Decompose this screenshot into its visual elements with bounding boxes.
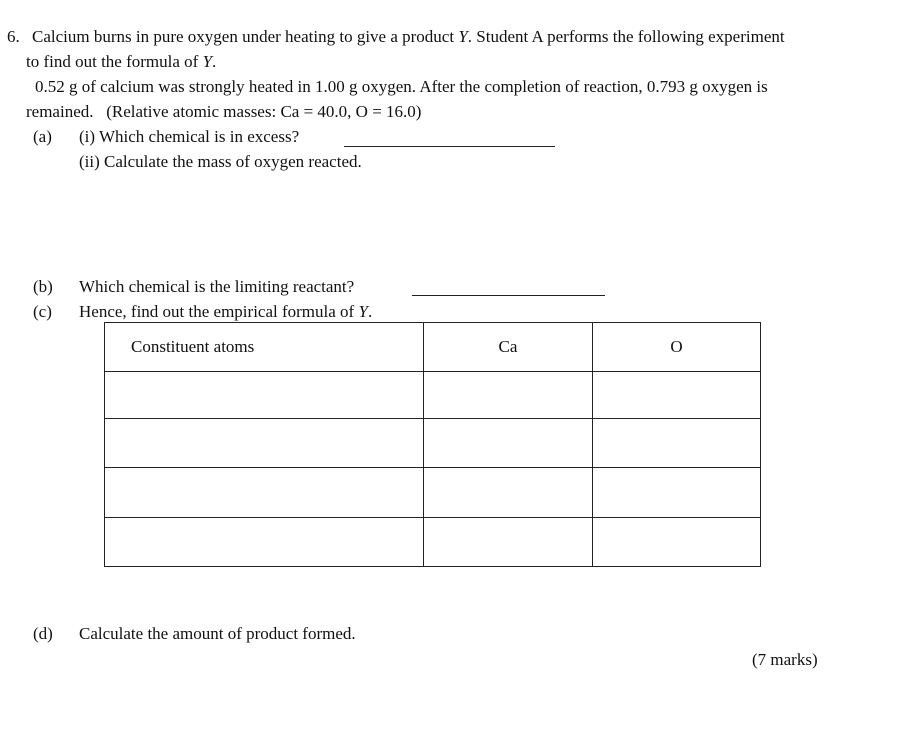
header-o: O (593, 323, 761, 372)
header-ca: Ca (424, 323, 593, 372)
question-number: 6. (7, 27, 20, 46)
table-row (105, 419, 761, 468)
table-cell[interactable] (593, 419, 761, 468)
intro-line2-pre: to find out the formula of (26, 52, 203, 71)
part-c-text-pre: Hence, find out the empirical formula of (79, 302, 359, 321)
part-b-answer-blank[interactable] (412, 295, 605, 296)
table-cell[interactable] (105, 518, 424, 567)
part-b-label: (b) (33, 277, 53, 296)
part-c-text (79, 302, 372, 322)
product-symbol: Y (358, 302, 368, 321)
table-cell[interactable] (105, 419, 424, 468)
empirical-formula-table (104, 322, 761, 567)
product-symbol: Y (458, 27, 468, 46)
intro-line2-post: . (212, 52, 217, 71)
table-row (105, 372, 761, 419)
part-a-label: (a) (33, 127, 52, 146)
part-d-label: (d) (33, 624, 53, 643)
table-row (105, 518, 761, 567)
table-cell[interactable] (593, 372, 761, 419)
part-a-i-text: (i) Which chemical is in excess? (79, 127, 300, 146)
question-data-line2: remained. (Relative atomic masses: Ca = 40.0, O = 16.0) (26, 102, 422, 121)
table-cell[interactable] (424, 468, 593, 518)
part-c-label: (c) (33, 302, 52, 321)
question-intro-line1 (32, 27, 785, 47)
part-a-i-answer-blank[interactable] (344, 146, 555, 147)
table-cell[interactable] (424, 419, 593, 468)
part-b-text: Which chemical is the limiting reactant? (79, 277, 355, 296)
table-header-row (105, 323, 761, 372)
intro-line1-pre: Calcium burns in pure oxygen under heating to give a product (32, 27, 459, 46)
question-intro-line2 (26, 52, 216, 72)
marks-label: (7 marks) (752, 650, 818, 669)
table-cell[interactable] (593, 468, 761, 518)
table-row (105, 468, 761, 518)
table-cell[interactable] (424, 518, 593, 567)
table-cell[interactable] (424, 372, 593, 419)
header-constituent-atoms: Constituent atoms (105, 323, 424, 372)
table-cell[interactable] (593, 518, 761, 567)
part-c-text-post: . (367, 302, 373, 321)
question-data-line1: 0.52 g of calcium was strongly heated in 1.00 g oxygen. After the completion of reaction, 0.793 g oxygen is (35, 77, 768, 96)
part-a-ii-text: (ii) Calculate the mass of oxygen reacted. (79, 152, 362, 171)
product-symbol: Y (202, 52, 213, 71)
table-cell[interactable] (105, 468, 424, 518)
intro-line1-post: . Student A performs the following experiment (467, 27, 785, 46)
part-d-text: Calculate the amount of product formed. (79, 624, 356, 643)
table-cell[interactable] (105, 372, 424, 419)
